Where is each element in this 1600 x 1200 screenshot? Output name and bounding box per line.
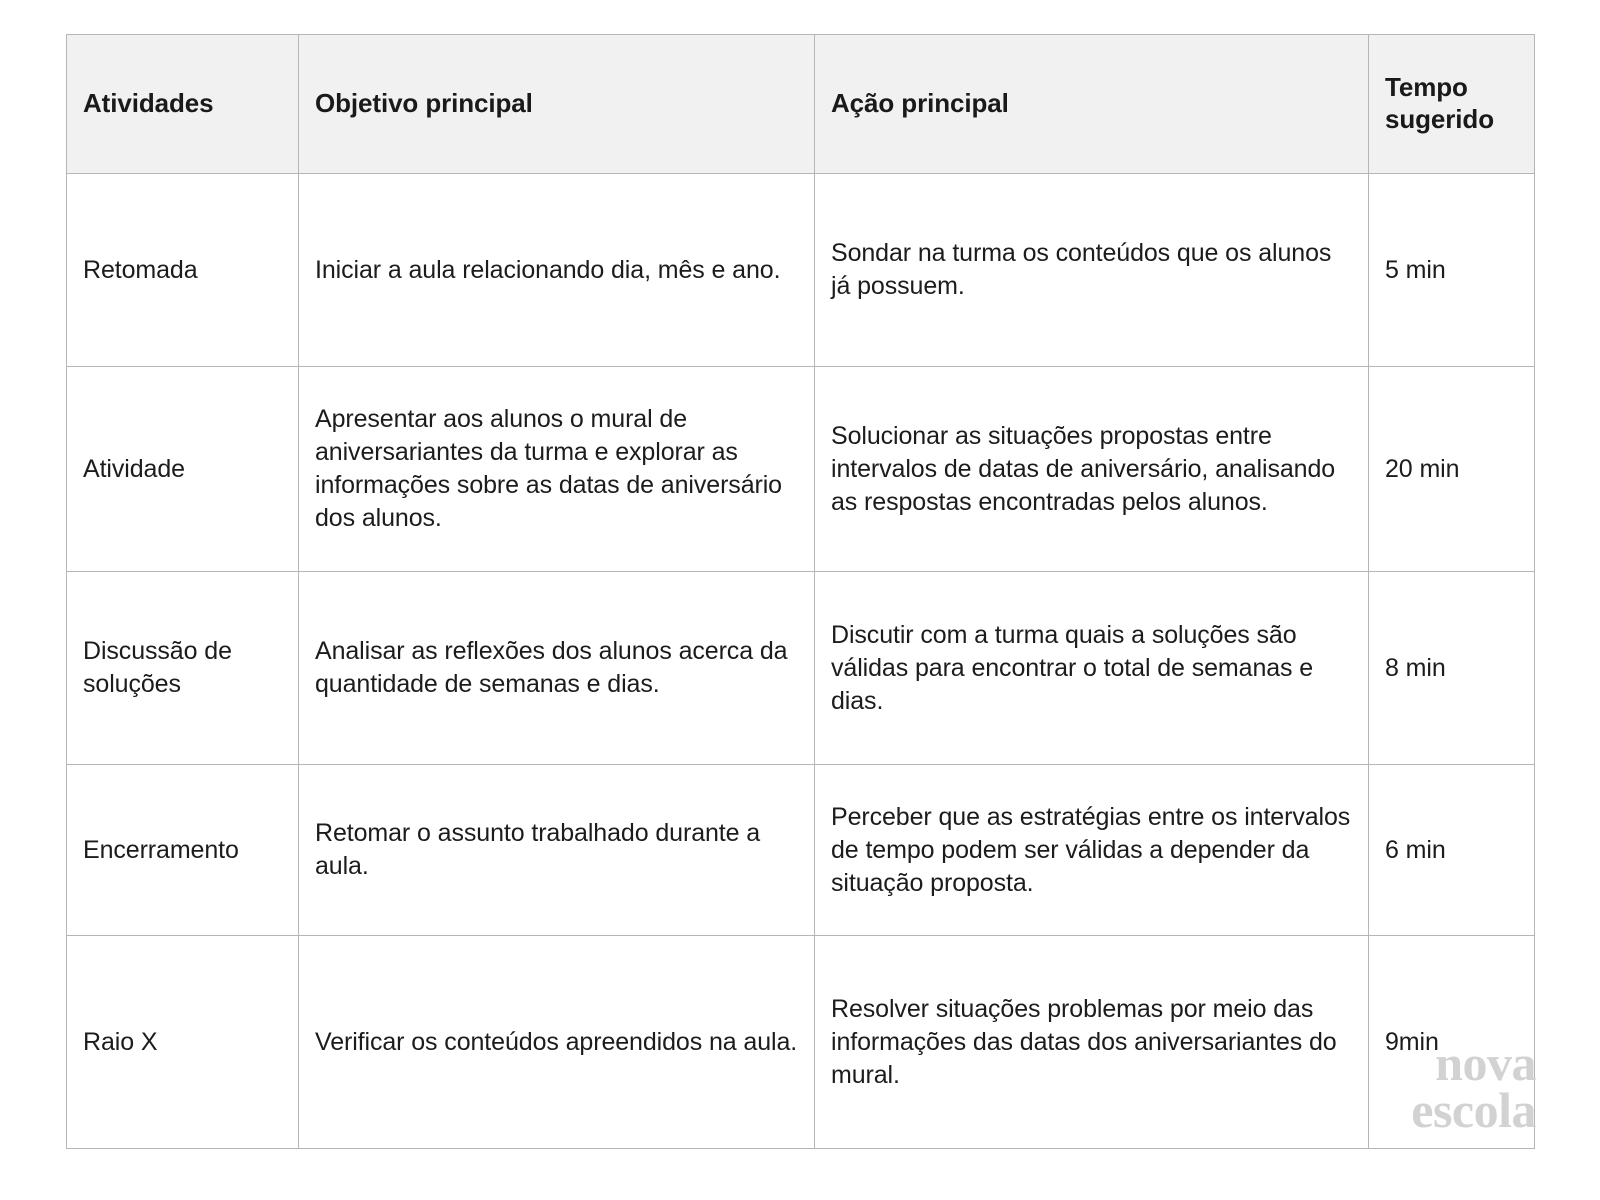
cell-objetivo: Retomar o assunto trabalhado durante a aula. xyxy=(299,765,815,936)
cell-acao: Discutir com a turma quais a soluções são válidas para encontrar o total de semanas e dias. xyxy=(815,572,1369,765)
table-header xyxy=(67,35,1535,174)
table-row xyxy=(67,174,1535,367)
cell-acao: Solucionar as situações propostas entre intervalos de datas de aniversário, analisando as respostas encontradas pelos alunos. xyxy=(815,367,1369,572)
column-header-atividades xyxy=(67,35,299,174)
table-header-row xyxy=(67,35,1535,174)
activity-plan-table xyxy=(66,34,1535,1149)
activity-table-container xyxy=(66,34,1534,1149)
cell-atividade: Raio X xyxy=(67,936,299,1149)
cell-atividade: Retomada xyxy=(67,174,299,367)
cell-objetivo: Analisar as reflexões dos alunos acerca da quantidade de semanas e dias. xyxy=(299,572,815,765)
table-row xyxy=(67,572,1535,765)
cell-tempo: 20 min xyxy=(1369,367,1535,572)
column-header-tempo-label-line1: Tempo xyxy=(1385,72,1468,103)
cell-tempo: 5 min xyxy=(1369,174,1535,367)
column-header-acao-label: Ação principal xyxy=(831,88,1009,119)
column-header-objetivo-label: Objetivo principal xyxy=(315,88,533,119)
cell-objetivo: Apresentar aos alunos o mural de aniversariantes da turma e explorar as informações sobre as datas de aniversário dos alunos. xyxy=(299,367,815,572)
cell-acao: Perceber que as estratégias entre os intervalos de tempo podem ser válidas a depender da situação proposta. xyxy=(815,765,1369,936)
cell-tempo: 9min xyxy=(1369,936,1535,1149)
logo-line-nova: nova xyxy=(1435,1035,1536,1091)
cell-objetivo: Verificar os conteúdos apreendidos na aula. xyxy=(299,936,815,1149)
column-header-objetivo-principal xyxy=(299,35,815,174)
nova-escola-logo xyxy=(1296,1035,1536,1138)
cell-atividade: Atividade xyxy=(67,367,299,572)
cell-atividade: Discussão de soluções xyxy=(67,572,299,765)
column-header-tempo-label-line2: sugerido xyxy=(1385,104,1494,134)
cell-tempo: 8 min xyxy=(1369,572,1535,765)
cell-acao: Resolver situações problemas por meio das informações das datas dos aniversariantes do mural. xyxy=(815,936,1369,1149)
column-header-atividades-label: Atividades xyxy=(83,88,214,119)
column-header-acao-principal xyxy=(815,35,1369,174)
logo-line-escola: escola xyxy=(1411,1082,1536,1138)
column-header-tempo-sugerido xyxy=(1369,35,1535,174)
table-row xyxy=(67,765,1535,936)
cell-atividade: Encerramento xyxy=(67,765,299,936)
cell-objetivo: Iniciar a aula relacionando dia, mês e ano. xyxy=(299,174,815,367)
table-body xyxy=(67,174,1535,1149)
cell-tempo: 6 min xyxy=(1369,765,1535,936)
table-row xyxy=(67,367,1535,572)
cell-acao: Sondar na turma os conteúdos que os alunos já possuem. xyxy=(815,174,1369,367)
